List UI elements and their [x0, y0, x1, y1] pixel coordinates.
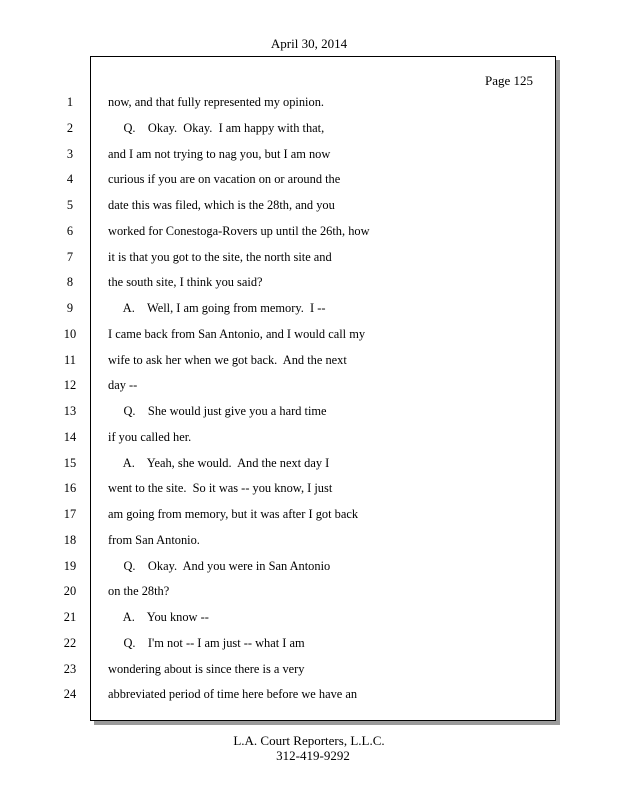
line-text: the south site, I think you said? — [108, 275, 263, 290]
line-number: 9 — [66, 301, 74, 315]
line-number: 1 — [66, 95, 74, 109]
line-text: now, and that fully represented my opinion. — [108, 95, 324, 109]
line-number: 20 — [63, 584, 77, 599]
line-number: 22 — [63, 635, 77, 650]
line-text: it is that you got to the site, the north site and — [108, 249, 332, 264]
transcript-date: April 30, 2014 — [270, 36, 348, 51]
line-number: 19 — [63, 558, 77, 573]
line-text: from San Antonio. — [108, 532, 200, 547]
line-text: and I am not trying to nag you, but I am now — [108, 146, 331, 161]
line-text: wondering about is since there is a very — [108, 661, 305, 676]
line-number: 15 — [63, 455, 77, 470]
line-text: I came back from San Antonio, and I would call my — [108, 326, 366, 341]
line-number: 24 — [63, 687, 77, 702]
line-text: A. Yeah, she would. And the next day I — [108, 455, 330, 470]
line-text: A. You know -- — [108, 610, 209, 624]
page-number: Page 125 — [484, 73, 533, 88]
line-number: 5 — [66, 198, 74, 212]
line-number: 4 — [66, 172, 74, 187]
line-text: Q. Okay. Okay. I am happy with that, — [108, 120, 325, 135]
line-number: 2 — [66, 120, 74, 135]
line-number: 8 — [66, 275, 74, 290]
line-text: Q. She would just give you a hard time — [108, 404, 327, 418]
line-number: 12 — [63, 378, 77, 393]
line-number: 14 — [63, 429, 77, 444]
line-text: am going from memory, but it was after I got back — [108, 507, 359, 521]
line-number: 23 — [63, 661, 77, 676]
line-number: 3 — [66, 146, 74, 161]
line-text: A. Well, I am going from memory. I -- — [108, 301, 326, 315]
line-number: 21 — [63, 610, 77, 624]
line-number: 10 — [63, 326, 77, 341]
line-text: date this was filed, which is the 28th, and you — [108, 198, 335, 212]
reporter-company: L.A. Court Reporters, L.L.C. — [233, 733, 385, 748]
line-text: Q. I'm not -- I am just -- what I am — [108, 635, 305, 650]
line-text: worked for Conestoga-Rovers up until the 26th, how — [108, 223, 370, 238]
line-text: day -- — [108, 378, 138, 393]
line-number: 6 — [66, 223, 74, 238]
line-number: 16 — [63, 481, 77, 496]
line-number: 7 — [66, 249, 74, 264]
line-text: Q. Okay. And you were in San Antonio — [108, 558, 331, 573]
line-text: went to the site. So it was -- you know, I just — [108, 481, 333, 496]
line-text: if you called her. — [108, 429, 192, 444]
line-text: wife to ask her when we got back. And the next — [108, 352, 347, 367]
line-text: curious if you are on vacation on or around the — [108, 172, 341, 187]
line-number: 17 — [63, 507, 77, 521]
reporter-phone: 312-419-9292 — [276, 748, 350, 763]
line-number: 13 — [63, 404, 77, 418]
line-text: on the 28th? — [108, 584, 170, 599]
line-text: abbreviated period of time here before we have an — [108, 687, 358, 702]
page-frame — [90, 56, 556, 721]
line-number: 11 — [64, 352, 76, 367]
line-number: 18 — [63, 532, 77, 547]
